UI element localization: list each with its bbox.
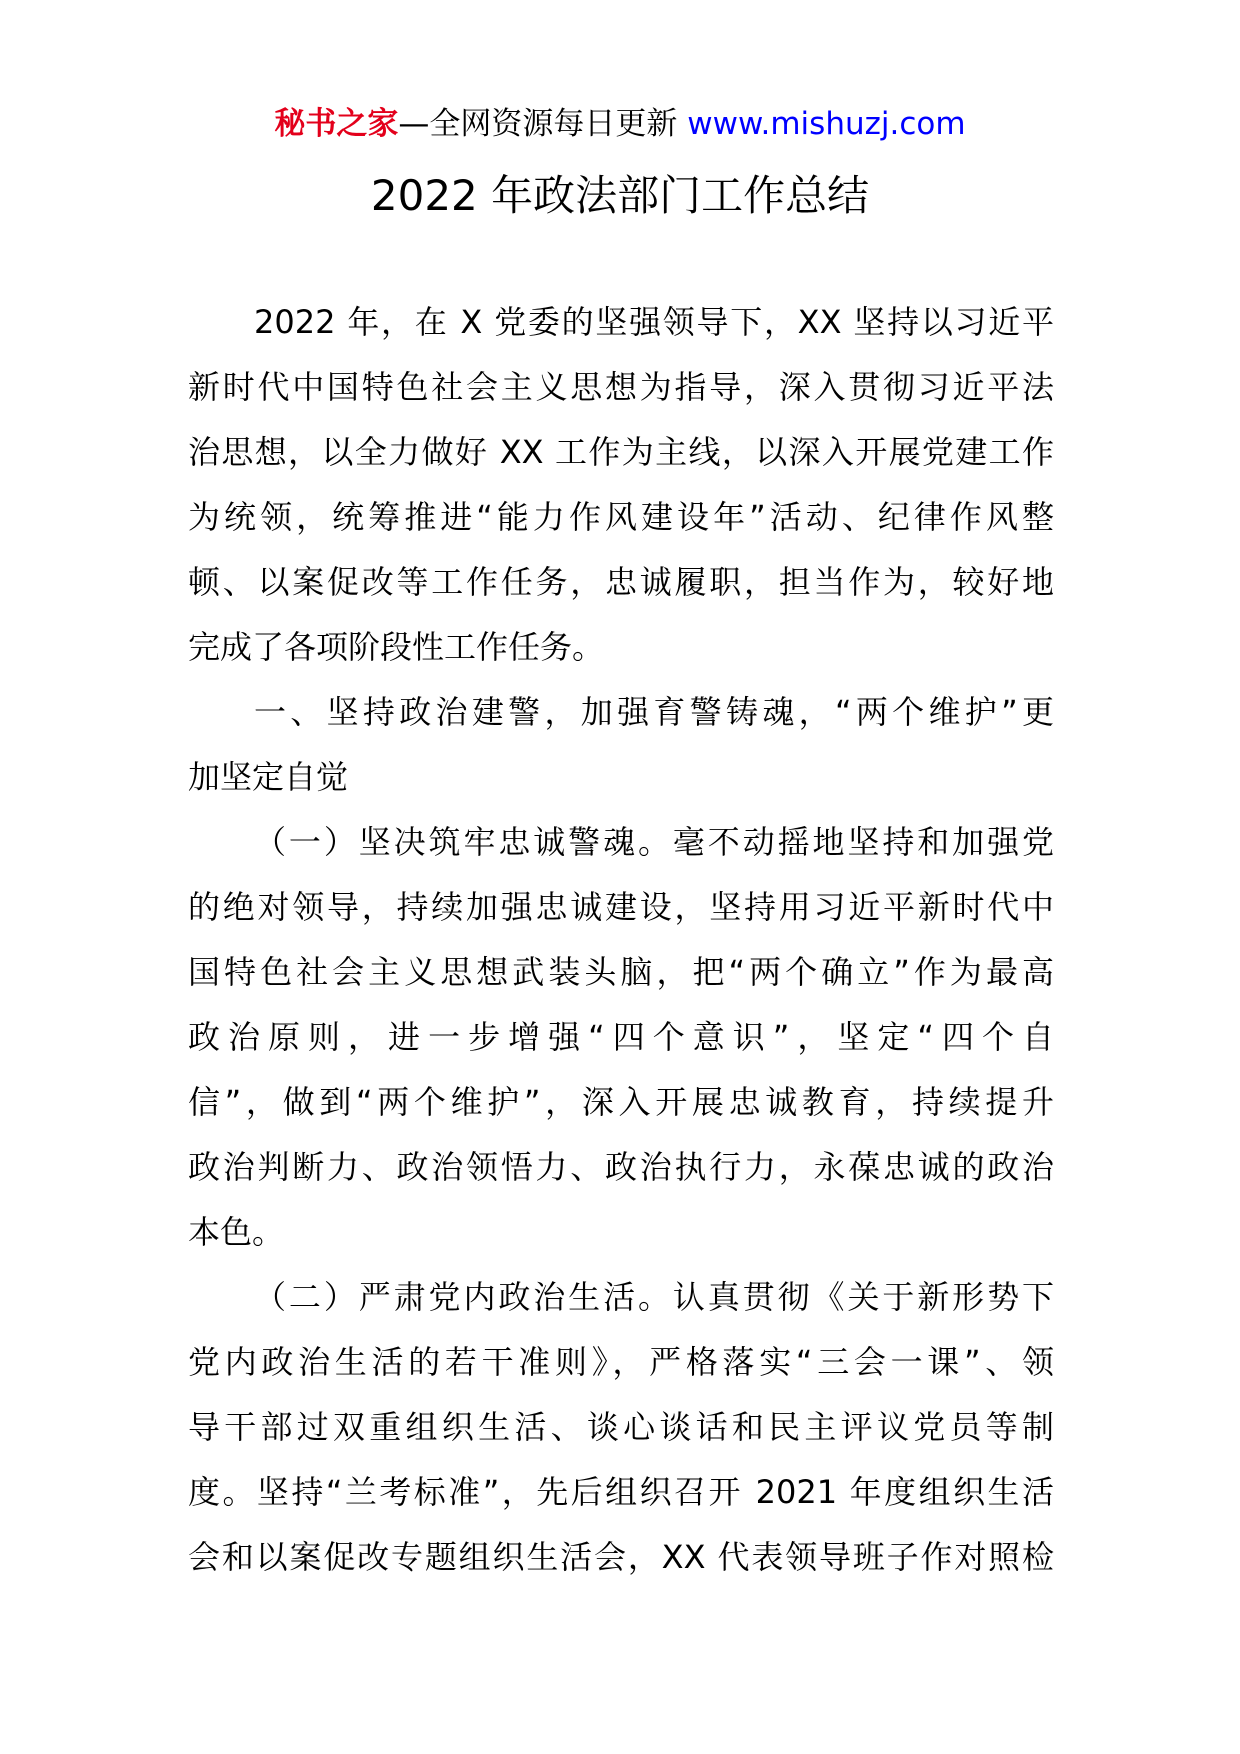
body-line: 2022 年，在 X 党委的坚强领导下，XX 坚持以习近平: [254, 303, 1054, 341]
body-line: 会和以案促改专题组织生活会，XX 代表领导班子作对照检: [188, 1538, 1054, 1576]
body-line: 导干部过双重组织生活、谈心谈话和民主评议党员等制: [188, 1408, 1054, 1446]
body-line: 政治原则，进一步增强“四个意识”，坚定“四个自: [188, 1018, 1054, 1056]
body-line: 党内政治生活的若干准则》，严格落实“三会一课”、领: [188, 1343, 1054, 1381]
body-line: 完成了各项阶段性工作任务。: [188, 628, 605, 666]
body-line: 加坚定自觉: [188, 758, 349, 796]
body-line: 顿、以案促改等工作任务，忠诚履职，担当作为，较好地: [188, 563, 1054, 601]
body-line: （一）坚决筑牢忠诚警魂。毫不动摇地坚持和加强党: [254, 823, 1054, 861]
site-url-link[interactable]: www.mishuzj.com: [687, 106, 966, 142]
body-line: 治思想，以全力做好 XX 工作为主线，以深入开展党建工作: [188, 433, 1054, 471]
site-tagline: —全网资源每日更新: [398, 106, 688, 142]
body-line: 一、坚持政治建警，加强育警铸魂，“两个维护”更: [254, 693, 1054, 731]
body-line: 为统领，统筹推进“能力作风建设年”活动、纪律作风整: [188, 498, 1054, 536]
site-brand: 秘书之家: [274, 106, 399, 142]
body-line: 新时代中国特色社会主义思想为指导，深入贯彻习近平法: [188, 368, 1054, 406]
body-line: 信”，做到“两个维护”，深入开展忠诚教育，持续提升: [188, 1083, 1054, 1121]
body-line: （二）严肃党内政治生活。认真贯彻《关于新形势下: [254, 1278, 1054, 1316]
body-line: 度。坚持“兰考标准”，先后组织召开 2021 年度组织生活: [188, 1473, 1054, 1511]
document-body: [188, 290, 1054, 1590]
document-title: 2022 年政法部门工作总结: [370, 171, 870, 220]
body-line: 本色。: [188, 1213, 285, 1251]
body-line: 的绝对领导，持续加强忠诚建设，坚持用习近平新时代中: [188, 888, 1054, 926]
body-line: 政治判断力、政治领悟力、政治执行力，永葆忠诚的政治: [188, 1148, 1054, 1186]
site-banner: [0, 102, 1240, 146]
body-line: 国特色社会主义思想武装头脑，把“两个确立”作为最高: [188, 953, 1054, 991]
